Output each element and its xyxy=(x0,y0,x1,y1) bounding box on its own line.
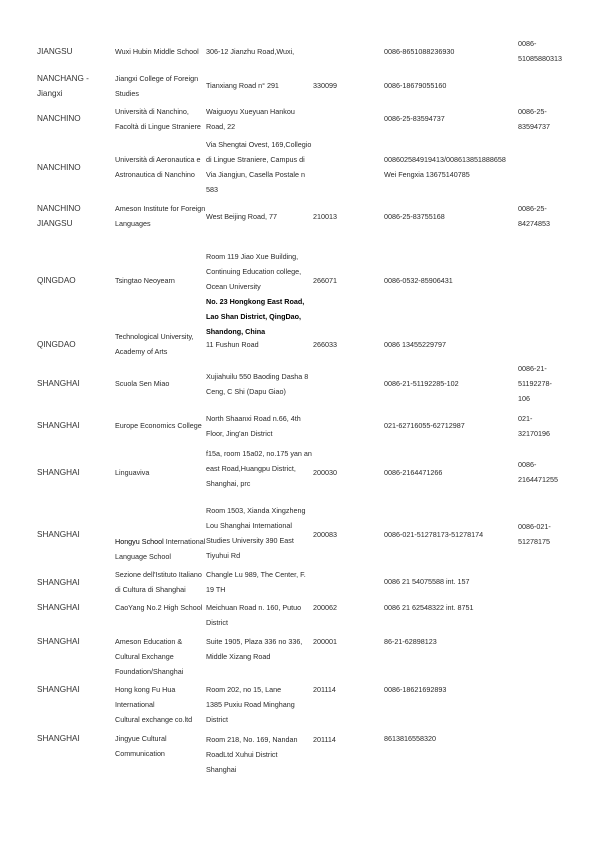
city-cell: SHANGHAI xyxy=(37,530,80,539)
city-cell: QINGDAO xyxy=(37,340,76,349)
institution-cell: Tsingtao Neoyearn xyxy=(115,276,175,285)
institution-cell: Wuxi Hubin Middle School xyxy=(115,47,199,56)
phone-cell: 0086-25-83594737 xyxy=(384,114,445,123)
address-cell: North Shaanxi Road n.66, 4th Floor, Jing'an District xyxy=(206,414,301,438)
phone-cell: 0086 21 54075588 int. 157 xyxy=(384,577,470,586)
postal-code-cell: 266033 xyxy=(313,340,337,349)
postal-code-cell: 200001 xyxy=(313,637,337,646)
city-cell: SHANGHAI xyxy=(37,637,80,646)
fax-cell: 0086-25- 83594737 xyxy=(518,107,550,131)
phone-cell: 0086-18679055160 xyxy=(384,81,447,90)
city-cell: NANCHINO xyxy=(37,163,81,172)
address-cell: West Beijing Road, 77 xyxy=(206,212,277,221)
phone-cell: 86-21-62898123 xyxy=(384,637,437,646)
city-cell: SHANGHAI xyxy=(37,734,80,743)
institution-cell: Università di Aeronautica e Astronautica di Nanchino xyxy=(115,155,201,179)
address-cell: Suite 1905, Plaza 336 no 336, Middle Xizang Road xyxy=(206,637,303,661)
institution-cell: Università di Nanchino, Facoltà di Lingue Straniere xyxy=(115,107,201,131)
fax-cell: 0086- 51085880313 xyxy=(518,39,562,63)
city-cell: SHANGHAI xyxy=(37,379,80,388)
address-text: Room 119 Jiao Xue Building, Continuing Education college, Ocean University xyxy=(206,252,302,291)
institution-cell: Technological University, Academy of Arts xyxy=(115,332,194,356)
phone-cell: 0086-0532-85906431 xyxy=(384,276,453,285)
city-cell: NANCHANG - Jiangxi xyxy=(37,74,89,98)
phone-cell: 0086-25-83755168 xyxy=(384,212,445,221)
address-cell: Via Shengtai Ovest, 169,Collegio di Lingue Straniere, Campus di Via Jiangjun, Casella Postale n 583 xyxy=(206,140,312,194)
institution-text: International Language School xyxy=(115,537,206,561)
address-cell: Changle Lu 989, The Center, F. 19 TH xyxy=(206,570,306,594)
institution-cell xyxy=(115,519,207,564)
postal-code-cell: 266071 xyxy=(313,276,337,285)
address-cell: 306-12 Jianzhu Road,Wuxi, xyxy=(206,47,295,56)
fax-cell: 0086-021- 51278175 xyxy=(518,522,551,546)
address-cell xyxy=(206,234,313,354)
postal-code-cell: 210013 xyxy=(313,212,337,221)
city-cell: SHANGHAI xyxy=(37,685,80,694)
city-cell: SHANGHAI xyxy=(37,578,80,587)
institution-cell: CaoYang No.2 High School xyxy=(115,603,203,612)
address-cell: 11 Fushun Road xyxy=(206,340,259,349)
postal-code-cell: 200030 xyxy=(313,468,337,477)
institution-cell: Jiangxi College of Foreign Studies xyxy=(115,74,199,98)
phone-cell: 0086 21 62548322 int. 8751 xyxy=(384,603,474,612)
phone-cell: 008602584919413/008613851888658 Wei Fengxia 13675140785 xyxy=(384,155,506,179)
institution-cell: Sezione dell'Istituto Italiano di Cultura di Shanghai xyxy=(115,570,202,594)
city-cell: SHANGHAI xyxy=(37,421,80,430)
address-cell: Tianxiang Road n° 291 xyxy=(206,81,279,90)
phone-cell: 021-62716055-62712987 xyxy=(384,421,465,430)
city-cell: NANCHINO xyxy=(37,114,81,123)
address-cell: f15a, room 15a02, no.175 yan an east Road,Huangpu District, Shanghai, prc xyxy=(206,449,312,488)
institution-highlight-text: Hongyu School xyxy=(115,537,164,546)
address-highlight-text: No. 23 Hongkong East Road, Lao Shan District, QingDao, Shandong, China xyxy=(206,297,305,336)
address-cell: Room 218, No. 169, Nandan RoadLtd Xuhui District Shanghai xyxy=(206,735,298,774)
fax-cell: 0086- 2164471255 xyxy=(518,460,558,484)
institution-cell: Ameson Institute for Foreign Languages xyxy=(115,204,206,228)
phone-cell: 0086 13455229797 xyxy=(384,340,446,349)
institution-cell: Europe Economics College xyxy=(115,421,202,430)
address-cell: Xujiahuilu 550 Baoding Dasha 8 Ceng, C Shi (Dapu Giao) xyxy=(206,372,309,396)
institution-cell: Linguaviva xyxy=(115,468,150,477)
fax-cell: 0086-21- 51192278- 106 xyxy=(518,364,552,403)
address-cell: Waiguoyu Xueyuan Hankou Road, 22 xyxy=(206,107,295,131)
institution-cell: Scuola Sen Miao xyxy=(115,379,170,388)
city-cell: QINGDAO xyxy=(37,276,76,285)
phone-cell: 8613816558320 xyxy=(384,734,436,743)
city-cell: SHANGHAI xyxy=(37,603,80,612)
city-cell: SHANGHAI xyxy=(37,468,80,477)
institution-cell: Ameson Education & Cultural Exchange Foundation/Shanghai xyxy=(115,637,184,676)
phone-cell: 0086-21-51192285-102 xyxy=(384,379,459,388)
city-cell: NANCHINO JIANGSU xyxy=(37,204,81,228)
fax-cell: 021- 32170196 xyxy=(518,414,550,438)
address-cell: Room 1503, Xianda Xingzheng Lou Shanghai International Studies University 390 East Tiyuhui Rd xyxy=(206,506,306,560)
phone-cell: 0086-18621692893 xyxy=(384,685,447,694)
institution-cell: Jingyue Cultural Communication xyxy=(115,734,167,758)
phone-cell: 0086-2164471266 xyxy=(384,468,443,477)
phone-cell: 0086-8651088236930 xyxy=(384,47,455,56)
fax-cell: 0086-25- 84274853 xyxy=(518,204,550,228)
postal-code-cell: 330099 xyxy=(313,81,337,90)
postal-code-cell: 201114 xyxy=(313,685,336,694)
postal-code-cell: 201114 xyxy=(313,735,336,744)
institution-cell: Hong kong Fu Hua International Cultural exchange co.ltd xyxy=(115,685,193,724)
address-cell: Meichuan Road n. 160, Putuo District xyxy=(206,603,302,627)
postal-code-cell: 200062 xyxy=(313,603,337,612)
city-cell: JIANGSU xyxy=(37,47,73,56)
address-cell: Room 202, no 15, Lane 1385 Puxiu Road Minghang District xyxy=(206,685,295,724)
postal-code-cell: 200083 xyxy=(313,530,337,539)
phone-cell: 0086-021-51278173-51278174 xyxy=(384,530,484,539)
